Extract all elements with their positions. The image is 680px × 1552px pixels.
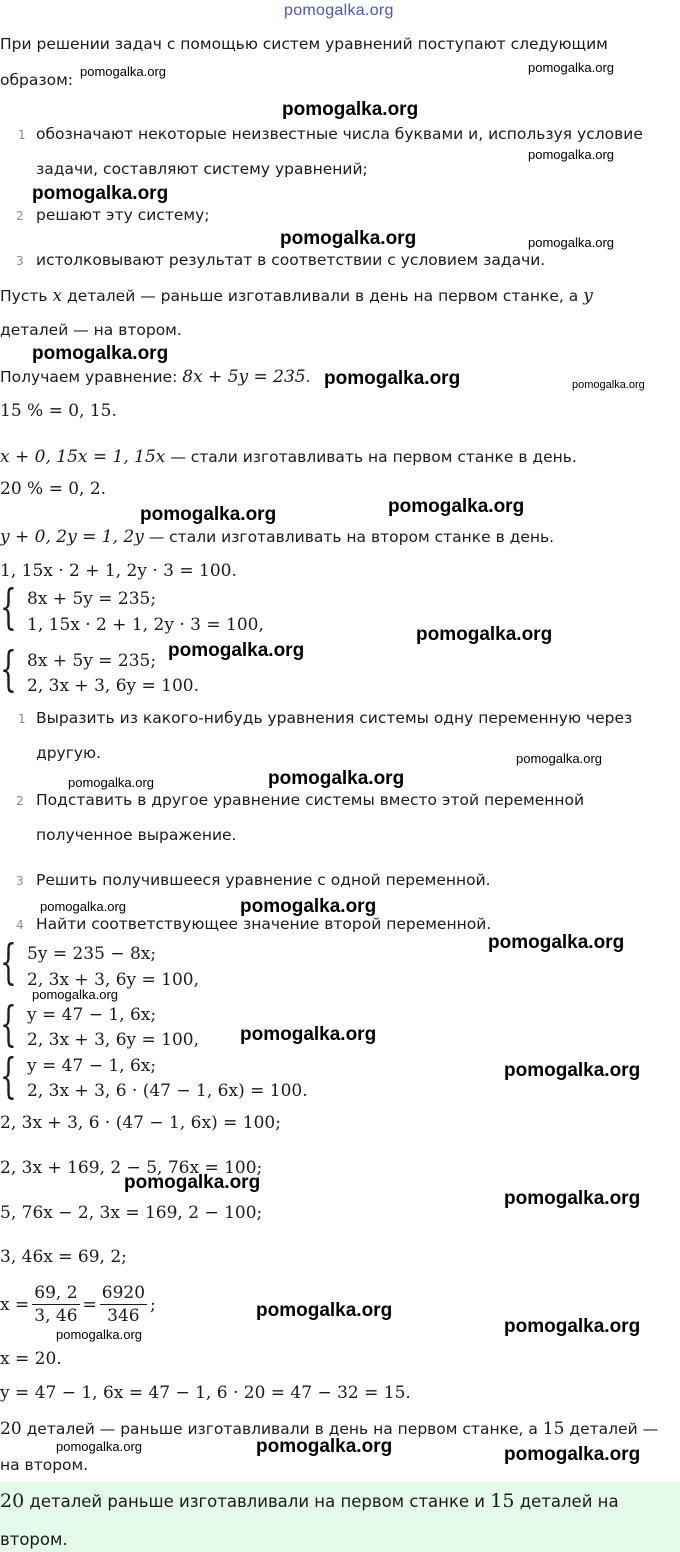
step-b-4-number: 4 <box>16 918 24 932</box>
conclusion-line-1: 20 деталей — раньше изготавливали в день на первом станке, а 15 деталей — <box>0 1419 659 1439</box>
step-b-1-line-2: другую. <box>36 744 102 762</box>
watermark: pomogalka.org <box>56 1439 142 1454</box>
system-2-eq-b: 2, 3x + 3, 6y = 100. <box>27 676 200 696</box>
header-watermark: pomogalka.org <box>284 2 394 19</box>
solve-step-2: 2, 3x + 169, 2 − 5, 76x = 100; <box>0 1158 263 1178</box>
watermark: pomogalka.org <box>504 1060 641 1081</box>
percent-20: 20 % = 0, 2. <box>0 479 107 499</box>
watermark: pomogalka.org <box>504 1188 641 1209</box>
solve-y-result: y = 47 − 1, 6x = 47 − 1, 6 · 20 = 47 − 32 = 15. <box>0 1383 411 1403</box>
watermark: pomogalka.org <box>324 368 461 389</box>
watermark: pomogalka.org <box>68 775 154 790</box>
watermark: pomogalka.org <box>240 1024 377 1045</box>
step-b-3-number: 3 <box>16 874 24 888</box>
fraction-1: $\frac{69, 2}{3, 46}$ <box>34 1283 78 1326</box>
conclusion-line-2: на втором. <box>0 1456 89 1474</box>
watermark: pomogalka.org <box>516 751 602 766</box>
watermark: pomogalka.org <box>256 1436 393 1457</box>
step-a-2-number: 2 <box>16 209 24 223</box>
step-a-3-number: 3 <box>16 254 24 268</box>
system-1-brace: { <box>0 579 17 635</box>
solve-x-result: x = 20. <box>0 1349 62 1369</box>
watermark: pomogalka.org <box>282 99 419 120</box>
first-machine-new: x + 0, 15x = 1, 15x — стали изготавливать на первом станке в день. <box>0 447 577 467</box>
watermark: pomogalka.org <box>504 1316 641 1337</box>
watermark: pomogalka.org <box>572 379 645 391</box>
system-2-brace: { <box>0 641 17 697</box>
watermark: pomogalka.org <box>56 1327 142 1342</box>
watermark: pomogalka.org <box>528 60 614 75</box>
step-a-1-line-1: обозначают некоторые неизвестные числа буквами и, используя условие <box>36 125 643 143</box>
system-3-brace: { <box>0 934 17 990</box>
watermark: pomogalka.org <box>168 640 305 661</box>
watermark: pomogalka.org <box>268 768 405 789</box>
intro-line-2: образом: <box>0 71 74 89</box>
let-line-1: Пусть x деталей — раньше изготавливали в день на первом станке, а y <box>0 286 593 306</box>
answer-line-1: 20 деталей раньше изготавливали на первом станке и 15 деталей на <box>0 1490 619 1512</box>
system-4-eq-b: 2, 3x + 3, 6y = 100, <box>27 1030 200 1050</box>
fraction-2: $\frac{6920}{346}$ <box>101 1283 146 1326</box>
equation-line: Получаем уравнение: 8x + 5y = 235. <box>0 367 311 387</box>
step-b-1-line-1: Выразить из какого-нибудь уравнения системы одну переменную через <box>36 709 633 727</box>
step-b-2-line-1: Подставить в другое уравнение системы вместо этой переменной <box>36 791 585 809</box>
system-3-eq-a: 5y = 235 − 8x; <box>27 944 157 964</box>
watermark: pomogalka.org <box>488 932 625 953</box>
system-4-brace-a: { <box>0 996 17 1052</box>
watermark: pomogalka.org <box>32 343 169 364</box>
percent-15: 15 % = 0, 15. <box>0 401 117 421</box>
watermark: pomogalka.org <box>504 1444 641 1465</box>
watermark: pomogalka.org <box>240 896 377 917</box>
step-a-2-line-1: решают эту систему; <box>36 206 210 224</box>
watermark: pomogalka.org <box>416 624 553 645</box>
let-line-2: деталей — на втором. <box>0 321 182 339</box>
system-2-eq-a: 8x + 5y = 235; <box>27 651 157 671</box>
step-b-1-number: 1 <box>18 712 26 726</box>
watermark: pomogalka.org <box>528 235 614 250</box>
system-1-eq-b: 1, 15x · 2 + 1, 2y · 3 = 100, <box>27 615 264 635</box>
step-b-3-line-1: Решить получившееся уравнение с одной переменной. <box>36 871 491 889</box>
watermark: pomogalka.org <box>140 504 277 525</box>
watermark: pomogalka.org <box>528 147 614 162</box>
second-machine-new: y + 0, 2y = 1, 2y — стали изготавливать на втором станке в день. <box>0 527 555 547</box>
watermark: pomogalka.org <box>124 1172 261 1193</box>
watermark: pomogalka.org <box>32 987 118 1002</box>
step-a-1-number: 1 <box>18 128 26 142</box>
step-a-3-line-1: истолковывают результат в соответствии с условием задачи. <box>36 251 546 269</box>
step-a-1-line-2: задачи, составляют систему уравнений; <box>36 160 368 178</box>
watermark: pomogalka.org <box>388 496 525 517</box>
fraction-line: x = $\frac{69, 2}{3, 46}$ = $\frac{6920}{346}$ ; <box>0 1283 156 1326</box>
intro-line-1: При решении задач с помощью систем уравнений поступают следующим <box>0 35 608 53</box>
step-b-4-line-1: Найти соответствующее значение второй переменной. <box>36 915 492 933</box>
watermark: pomogalka.org <box>32 183 169 204</box>
total-equation: 1, 15x · 2 + 1, 2y · 3 = 100. <box>0 561 237 581</box>
watermark: pomogalka.org <box>280 228 417 249</box>
step-b-2-number: 2 <box>16 794 24 808</box>
watermark: pomogalka.org <box>256 1300 393 1321</box>
system-3-eq-b: 2, 3x + 3, 6y = 100, <box>27 970 200 990</box>
system-4-brace-b: { <box>0 1048 17 1104</box>
solve-step-1: 2, 3x + 3, 6 · (47 − 1, 6x) = 100; <box>0 1113 281 1133</box>
solve-step-4: 3, 46x = 69, 2; <box>0 1247 127 1267</box>
watermark: pomogalka.org <box>40 899 126 914</box>
system-1-eq-a: 8x + 5y = 235; <box>27 589 157 609</box>
system-4-eq-d: 2, 3x + 3, 6 · (47 − 1, 6x) = 100. <box>27 1081 308 1101</box>
step-b-2-line-2: полученное выражение. <box>36 826 237 844</box>
system-4-eq-c: y = 47 − 1, 6x; <box>27 1056 157 1076</box>
watermark: pomogalka.org <box>80 64 166 79</box>
solve-step-3: 5, 76x − 2, 3x = 169, 2 − 100; <box>0 1203 263 1223</box>
answer-line-2: втором. <box>0 1530 68 1549</box>
system-4-eq-a: y = 47 − 1, 6x; <box>27 1005 157 1025</box>
